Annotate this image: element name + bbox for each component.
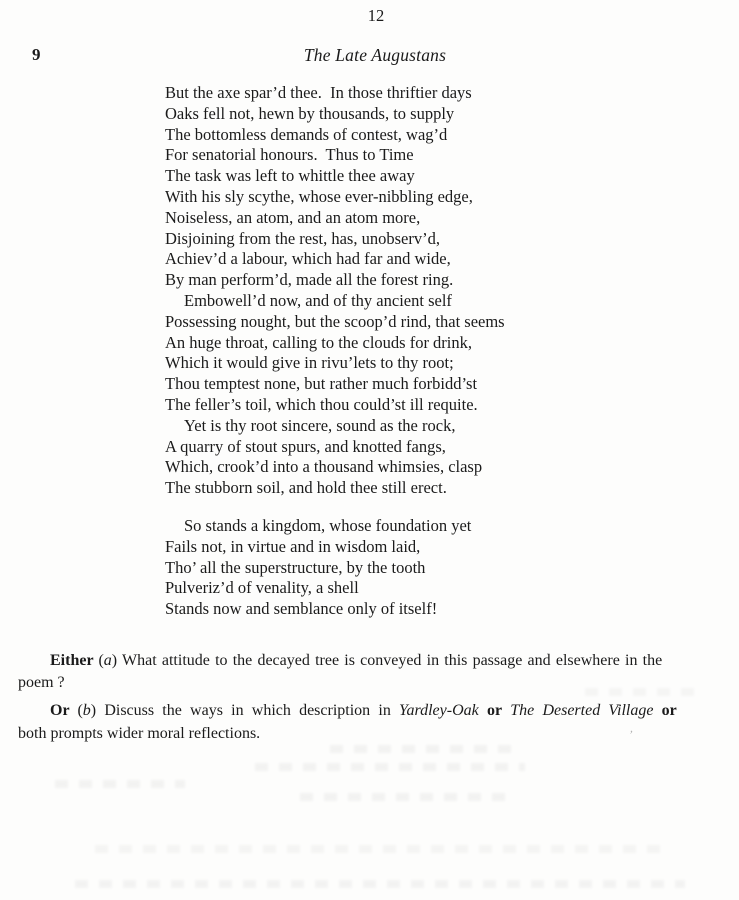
italic-text: The Deserted Village (510, 702, 654, 720)
question-line (18, 700, 718, 722)
question-number: 9 (32, 45, 41, 64)
scan-speck: ‚ (628, 720, 636, 736)
poem-stanza (165, 83, 505, 499)
poem-line: Oaks fell not, hewn by thousands, to supply (165, 103, 455, 123)
poem-line: The feller’s toil, which thou could’st ill requite. (165, 394, 478, 414)
poem-passage (165, 83, 505, 620)
poem-line: Embowell’d now, and of thy ancient self (184, 290, 452, 310)
section-title: The Late Augustans (303, 45, 447, 65)
poem-line: An huge throat, calling to the clouds for drink, (165, 332, 473, 352)
poem-stanza (165, 516, 505, 620)
poem-line: Noiseless, an atom, and an atom more, (165, 207, 421, 227)
poem-line: For senatorial honours. Thus to Time (165, 145, 414, 165)
poem-line: Thou temptest none, but rather much forbidd’st (165, 374, 478, 394)
bold-text: or (486, 702, 503, 720)
bold-text: or (661, 702, 677, 720)
question-line (18, 672, 718, 694)
poem-line: Which, crook’d into a thousand whimsies, clasp (165, 457, 483, 477)
poem-line: Fails not, in virtue and in wisdom laid, (165, 536, 421, 556)
plain-text: both prompts wider moral reflections. (18, 724, 261, 742)
poem-line: Stands now and semblance only of itself! (165, 599, 438, 619)
poem-line: The task was left to whittle thee away (165, 166, 415, 186)
plain-text: ( (77, 702, 83, 720)
plain-text (653, 702, 661, 719)
poem-line: Which it would give in rivu’lets to thy root; (165, 353, 454, 373)
poem-line: The stubborn soil, and hold thee still erect. (165, 478, 447, 498)
poem-line: Tho’ all the superstructure, by the tooth (165, 557, 426, 577)
italic-text: Yardley-Oak (399, 702, 479, 720)
poem-line: So stands a kingdom, whose foundation yet (184, 515, 472, 535)
bleed-through-mark (55, 780, 185, 788)
poem-line: Possessing nought, but the scoop’d rind, that seems (165, 311, 505, 331)
question-line (18, 650, 718, 672)
poem-line: Achiev’d a labour, which had far and wide, (165, 249, 451, 269)
bleed-through-mark (300, 793, 510, 801)
bold-text: Either (50, 652, 99, 669)
question-or-b (18, 700, 718, 744)
bleed-through-mark (95, 845, 665, 853)
bleed-through-mark (255, 763, 525, 771)
question-line (18, 720, 718, 745)
plain-text: ( (98, 652, 104, 669)
poem-line: Pulveriz’d of venality, a shell (165, 578, 359, 598)
plain-text: ) What attitude to the decayed tree is conveyed in this passage and elsewhere in the (111, 652, 663, 669)
italic-text: a (103, 652, 112, 669)
bleed-through-mark (75, 880, 685, 888)
exam-questions (18, 650, 718, 751)
question-either-a (18, 650, 718, 694)
poem-line: The bottomless demands of contest, wag’d (165, 124, 448, 144)
italic-text: b (82, 702, 91, 720)
poem-line: But the axe spar’d thee. In those thriftier days (165, 83, 472, 102)
poem-line: By man perform’d, made all the forest ring. (165, 270, 454, 290)
poem-line: With his sly scythe, whose ever-nibbling edge, (165, 186, 473, 206)
plain-text: ) Discuss the ways in which description in (90, 702, 400, 720)
poem-line: Yet is thy root sincere, sound as the rock, (184, 415, 456, 435)
page-number: 12 (367, 6, 385, 25)
poem-line: Disjoining from the rest, has, unobserv’d, (165, 228, 440, 248)
plain-text (479, 702, 487, 719)
plain-text: poem ? (18, 674, 65, 692)
poem-line: A quarry of stout spurs, and knotted fangs, (165, 436, 446, 456)
bold-text: Or (50, 702, 78, 720)
